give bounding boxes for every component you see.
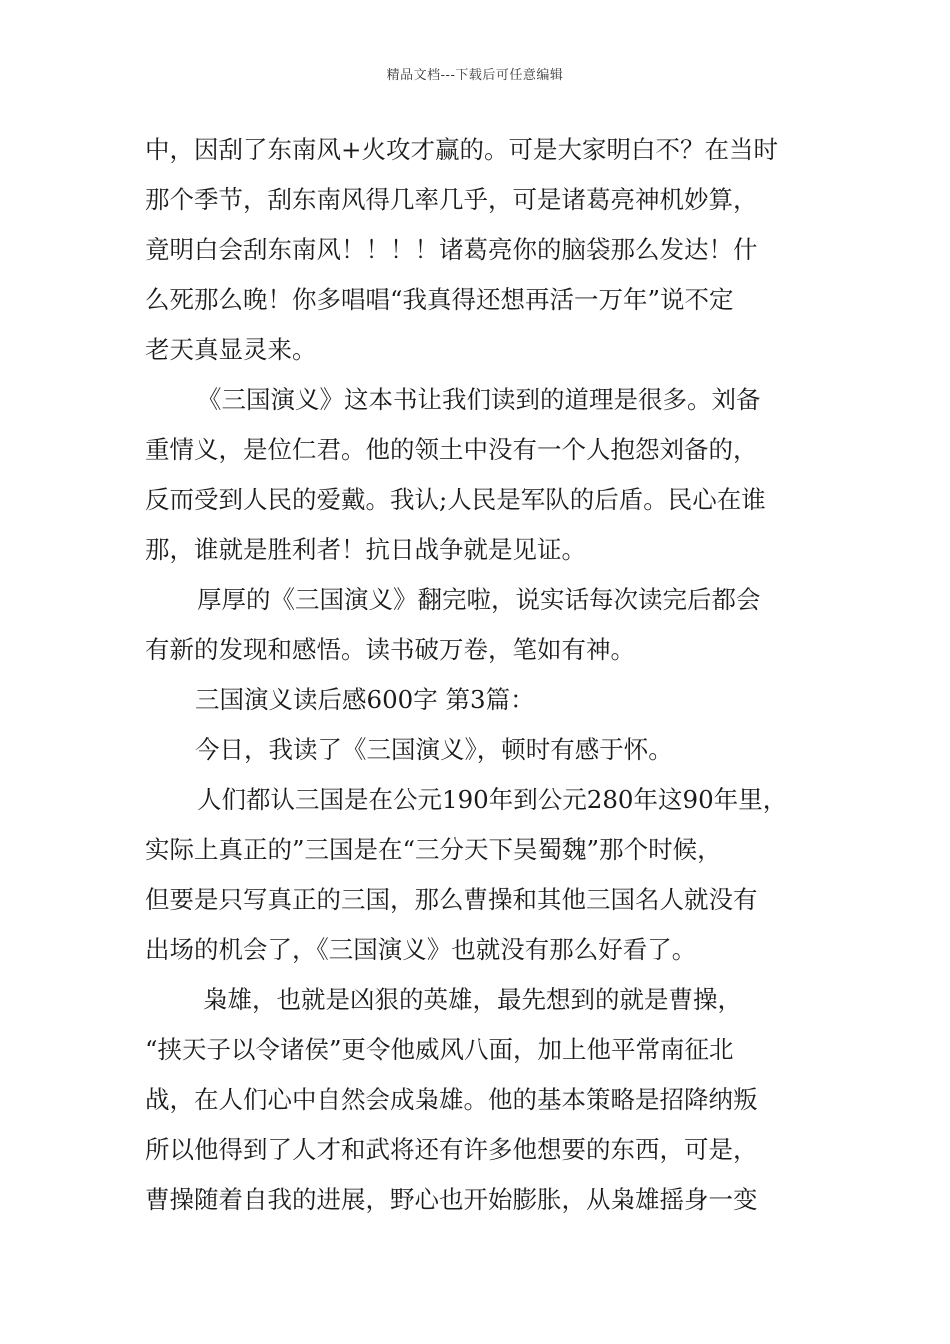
text-line: 三国演义读后感600字 第3篇： xyxy=(195,685,535,714)
text-line: 所以他得到了人才和武将还有许多他想要的东西，可是， xyxy=(145,1135,758,1164)
text-line: 中，因刮了东南风+火攻才赢的。可是大家明白不？在当时 xyxy=(145,135,779,164)
text-line: 竟明白会刮东南风！！！！诸葛亮你的脑袋那么发达！什 xyxy=(145,235,758,264)
text-line: “挟天子以令诸侯”更令他威风八面，加上他平常南征北 xyxy=(145,1035,734,1064)
text-line: 那个季节，刮东南风得几率几乎，可是诸葛亮神机妙算， xyxy=(145,185,758,214)
text-line: 今日，我读了《三国演义》，顿时有感于怀。 xyxy=(195,735,673,764)
page-header: 精品文档---下载后可任意编辑 xyxy=(386,68,564,83)
text-line: 那，谁就是胜利者！抗日战争就是见证。 xyxy=(145,535,586,564)
text-line: 战，在人们心中自然会成枭雄。他的基本策略是招降纳叛 xyxy=(145,1085,758,1114)
text-line: 反而受到人民的爱戴。我认;人民是军队的后盾。民心在谁 xyxy=(145,485,766,514)
text-line: 厚厚的《三国演义》翻完啦，说实话每次读完后都会 xyxy=(197,585,761,614)
text-line: 老天真显灵来。 xyxy=(145,335,317,364)
text-line: 实际上真正的”三国是在“三分天下吴蜀魏”那个时候， xyxy=(145,835,722,864)
text-line: 出场的机会了，《三国演义》也就没有那么好看了。 xyxy=(145,935,697,964)
text-line: 人们都认三国是在公元190年到公元280年这90年里， xyxy=(197,785,788,814)
text-line: 重情义，是位仁君。他的领土中没有一个人抱怨刘备的， xyxy=(145,435,758,464)
text-line: 《三国演义》这本书让我们读到的道理是很多。刘备 xyxy=(197,385,761,414)
text-line: 有新的发现和感悟。读书破万卷，笔如有神。 xyxy=(145,635,635,664)
text-line: 但要是只写真正的三国，那么曹操和其他三国名人就没有 xyxy=(145,885,758,914)
text-line: 枭雄，也就是凶狠的英雄，最先想到的就是曹操， xyxy=(203,985,742,1014)
document-body xyxy=(145,125,815,1225)
text-line: 么死那么晚！你多唱唱“我真得还想再活一万年”说不定 xyxy=(145,285,734,314)
text-line: 曹操随着自我的进展，野心也开始膨胀，从枭雄摇身一变 xyxy=(145,1185,758,1214)
